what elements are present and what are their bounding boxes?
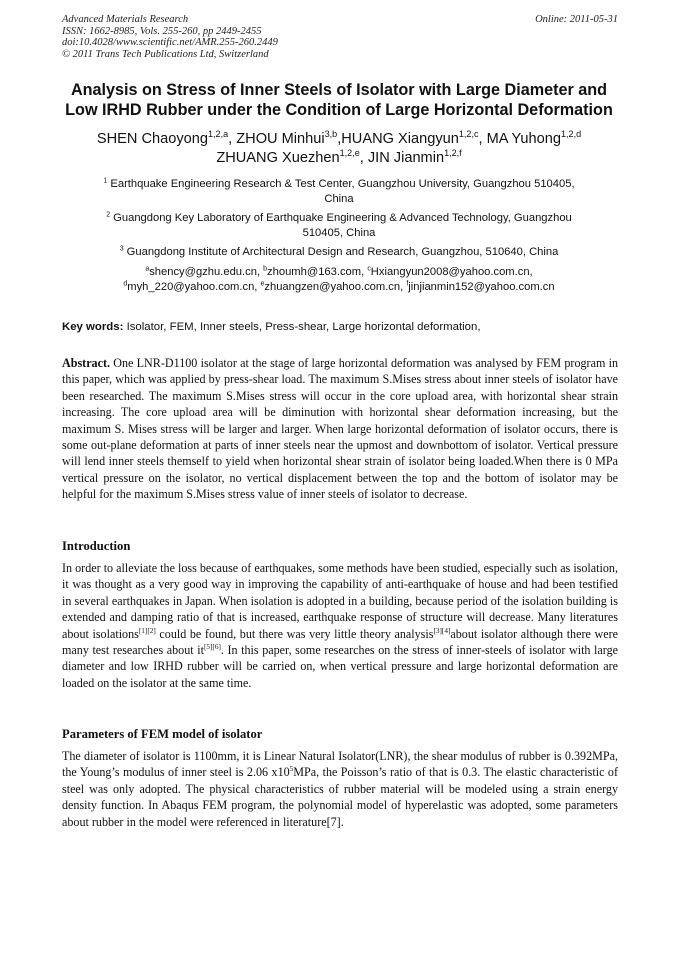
email-address: Hxiangyun2008@yahoo.com.cn,: [370, 266, 533, 278]
author-affiliation-mark: 1,2,d: [561, 129, 582, 140]
email-address: zhoumh@163.com,: [267, 266, 368, 278]
author-affiliation-mark: 3,b: [324, 129, 338, 140]
email-mark: b: [263, 265, 268, 273]
email-mark: d: [123, 280, 128, 288]
paper-title: [50, 80, 628, 120]
email-address: jinjianmin152@yahoo.com.cn: [408, 281, 555, 293]
email-mark: c: [367, 265, 371, 273]
email-mark: e: [260, 280, 265, 288]
introduction-paragraph: [62, 560, 618, 691]
keywords: [62, 320, 618, 335]
copyright-line: © 2011 Trans Tech Publications Ltd, Switzerland: [62, 48, 269, 60]
section-heading-parameters: Parameters of FEM model of isolator: [62, 727, 263, 741]
paragraph-text: . In this paper, some researches on the stress of inner-steels of isolator with large diameter and low IRHD rubber will be carried on, when vertical pressure and large horizontal deformation are loaded on the isolator at the same time.: [62, 643, 619, 690]
author-name: , MA Yuhong: [478, 131, 561, 147]
paragraph-text: could be found, but there was very little theory analysis: [155, 626, 434, 641]
title-line-2: Low IRHD Rubber under the Condition of Large Horizontal Deformation: [65, 101, 613, 119]
affiliation-number: 3: [119, 245, 124, 253]
abstract-text: One LNR-D1100 isolator at the stage of large horizontal deformation was analysed by FEM program in this paper, which was applied by press-shear load. The maximum S.Mises stress about inner steels of isolator have been researched. The maximum S.Mises stress will occur in the core upload area, with horizontal shear strain increasing. The core upload area will be diminution with horizontal shear deformation increasing, but the maximum S. Mises stress will be larger and larger. When large horizontal deformation of isolator occurs, there is some out-plane deformation at parts of inner steels near the upmost and downbottom of isolator. Vertical pressure will lend inner steels themself to yield when horizontal shear strain of isolator being loaded.When there is 0 MPa vertical pressure on the isolator, no vertical displacement between the top and the bottom of isolator may be helpful for the maximum S.Mises stress value of inner steels of isolator to decrease.: [62, 356, 618, 502]
abstract-label: Abstract.: [62, 356, 111, 370]
email-address: zhuangzen@yahoo.com.cn,: [264, 281, 407, 293]
paragraph-text: about isolator although there were many test researches about it: [62, 626, 618, 658]
affiliation-text: China: [324, 193, 354, 205]
journal-header: [62, 14, 618, 60]
email-mark: a: [145, 265, 150, 273]
author-affiliation-mark: 1,2,c: [458, 129, 479, 140]
author-name: , ZHOU Minhui: [228, 131, 325, 147]
paragraph-text: The diameter of isolator is 1100mm, it is Linear Natural Isolator(LNR), the shear modulus of rubber is 0.392MPa, the Young’s modulus of inner steel is 2.06 x10: [62, 749, 618, 780]
email-address: myh_220@yahoo.com.cn,: [127, 281, 261, 293]
affiliation-3: [64, 245, 614, 260]
keywords-text: Isolator, FEM, Inner steels, Press-shear, Large horizontal deformation,: [123, 321, 481, 333]
citation: [1][2]: [138, 626, 156, 635]
author-name: SHEN Chaoyong: [96, 131, 208, 147]
title-line-1: Analysis on Stress of Inner Steels of Isolator with Large Diameter and: [70, 81, 608, 99]
affiliation-text: Guangdong Key Laboratory of Earthquake Engineering & Advanced Technology, Guangzhou: [113, 212, 572, 224]
author-affiliation-mark: 1,2,a: [208, 129, 229, 140]
affiliation-1: [64, 177, 614, 207]
paragraph-text: In order to alleviate the loss because of earthquakes, some methods have been studied, especially such as isolation, it was thought as a very good way in improving the capability of anti-earthquake of house and had been testified in several earthquakes in Japan. When isolation is adopted in a building, because period of the isolation building is extended and damping ratio of that is increased, earthquake response of structure will decrease. Many literatures about isolations: [62, 561, 618, 641]
issn-line: ISSN: 1662-8985, Vols. 255-260, pp 2449-2455: [62, 25, 262, 37]
author-list: [50, 130, 628, 168]
keywords-label: Key words:: [62, 321, 124, 333]
author-affiliation-mark: 1,2,f: [444, 148, 462, 159]
abstract: [62, 355, 618, 503]
doi-line: doi:10.4028/www.scientific.net/AMR.255-260.2449: [62, 37, 278, 48]
paragraph-text: MPa, the Poisson’s ratio of that is 0.3. The elastic characteristic of steel was only adopted. The physical characteristics of rubber material will be modeled using a strain energy density function. In Abaqus FEM program, the polynomial model of hyperelastic was adopted, some parameters about rubber in the model were referenced in literature[7].: [62, 765, 618, 829]
affiliation-text: 510405, China: [302, 227, 376, 239]
citation: [3][4]: [433, 626, 451, 635]
email-address: shency@gzhu.edu.cn,: [149, 266, 264, 278]
author-name: ,HUANG Xiangyun: [337, 131, 459, 147]
author-name: , JIN Jianmin: [359, 150, 445, 166]
affiliation-text: Earthquake Engineering Research & Test Center, Guangzhou University, Guangzhou 510405,: [110, 178, 575, 190]
affiliation-text: Guangdong Institute of Architectural Design and Research, Guangzhou, 510640, China: [126, 246, 559, 258]
journal-name: Advanced Materials Research: [62, 14, 189, 25]
author-affiliation-mark: 1,2,e: [339, 148, 360, 159]
section-heading-introduction: Introduction: [62, 539, 131, 553]
author-line-2: [50, 149, 628, 168]
email-mark: f: [406, 280, 409, 288]
author-emails: [64, 265, 614, 295]
parameters-paragraph: [62, 748, 618, 830]
affiliation-2: [64, 211, 614, 241]
affiliation-number: 1: [103, 177, 108, 185]
exponent: 5: [289, 765, 294, 774]
online-date: Online: 2011-05-31: [535, 14, 618, 25]
author-name: ZHUANG Xuezhen: [216, 150, 340, 166]
citation: [5][6]: [203, 643, 221, 651]
affiliation-number: 2: [106, 211, 111, 219]
author-line-1: [50, 130, 628, 149]
